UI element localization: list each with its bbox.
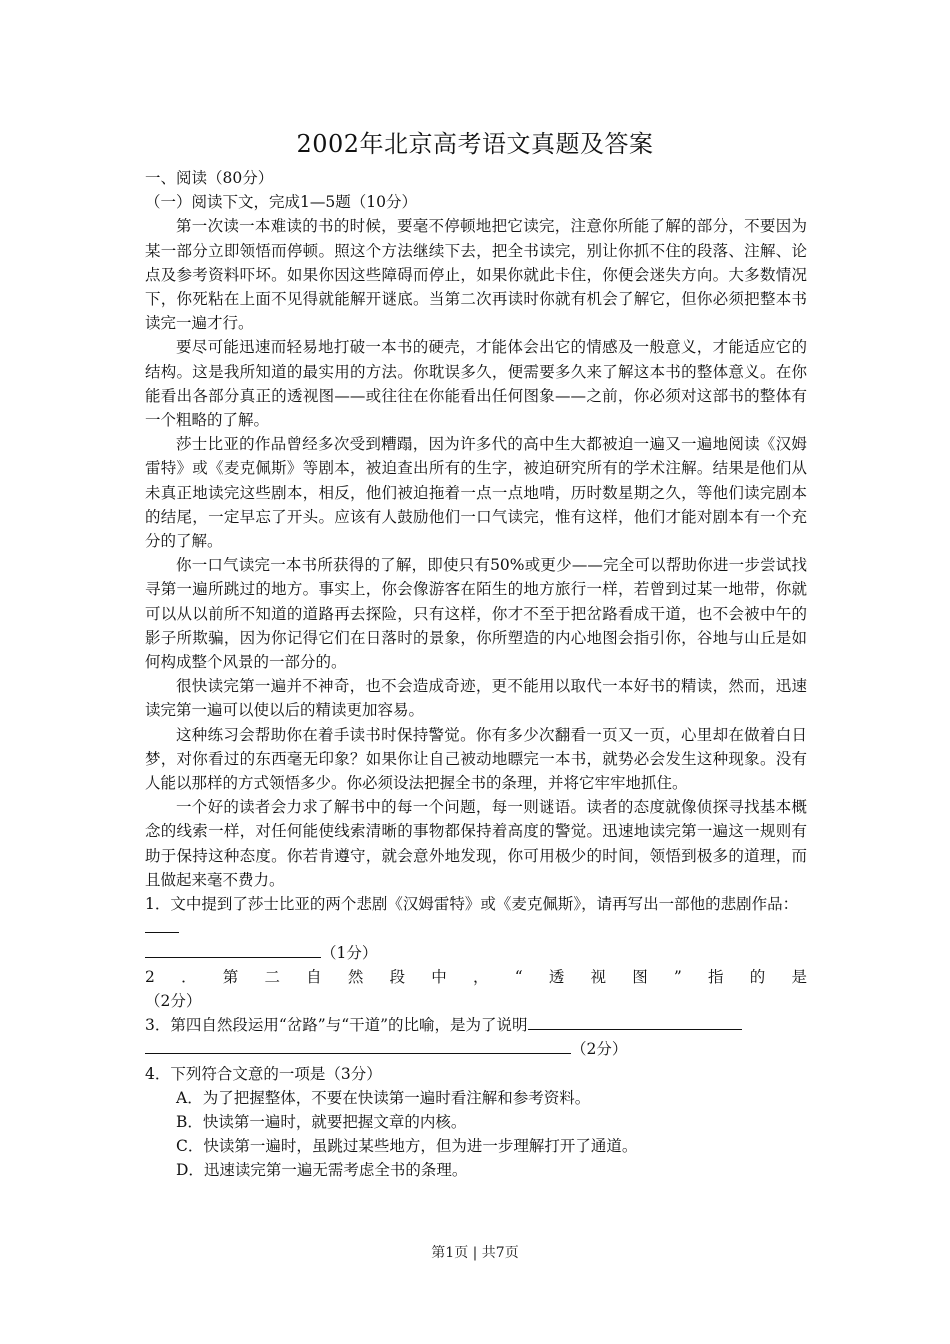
question-4-option-c: C．快读第一遍时，虽跳过某些地方，但为进一步理解打开了通道。 bbox=[176, 1137, 638, 1156]
paragraph-6: 这种练习会帮助你在着手读书时保持警觉。你有多少次翻看一页又一页，心里却在做着白日梦，对你看过的东西毫无印象？如果你让自己被动地瞟完一本书，就势必会发生这种现象。没有人能以那样的方式领悟多少。你必须设法把握全书的条理，并将它牢牢地抓住。 bbox=[145, 725, 807, 793]
question-1-text: 1．文中提到了莎士比亚的两个悲剧《汉姆雷特》或《麦克佩斯》，请再写出一部他的悲剧作品： bbox=[145, 895, 799, 914]
page-footer: 第1页 | 共7页 bbox=[431, 1245, 519, 1261]
question-2-char: 视 bbox=[590, 967, 607, 986]
paragraph-3: 莎士比亚的作品曾经多次受到糟蹋，因为许多代的高中生大都被迫一遍又一遍地阅读《汉姆雷特》或《麦克佩斯》等剧本，被迫查出所有的生字，被迫研究所有的学术注解。结果是他们从未真正地读完这些剧本，相反，他们被迫拖着一点一点地啃，历时数星期之久，等他们读完剧本的结尾，一定早忘了开头。应该有人鼓励他们一口气读完，惟有这样，他们才能对剧本有一个充分的了解。 bbox=[145, 435, 807, 551]
question-2-char: ” bbox=[673, 967, 682, 986]
paragraph-7: 一个好的读者会力求了解书中的每一个问题，每一则谜语。读者的态度就像侦探寻找基本概念的线索一样，对任何能使线索清晰的事物都保持着高度的警觉。迅速地读完第一遍这一规则有助于保持这种态度。你若肯遵守，就会意外地发现，你可用极少的时间，领悟到极多的道理，而且做起来毫不费力。 bbox=[145, 798, 807, 889]
question-4-option-b: B．快读第一遍时，就要把握文章的内核。 bbox=[176, 1112, 467, 1131]
question-1-answer-blank[interactable] bbox=[145, 916, 179, 933]
question-1-answer-blank-2[interactable] bbox=[145, 941, 321, 958]
question-4-option-d: D．迅速读完第一遍无需考虑全书的条理。 bbox=[176, 1161, 468, 1180]
question-3-text: 3．第四自然段运用“岔路”与“干道”的比喻，是为了说明 bbox=[145, 1016, 528, 1035]
question-2-char: 是 bbox=[791, 967, 807, 986]
question-2-char: “ bbox=[514, 967, 523, 986]
question-2-char: 段 bbox=[389, 967, 406, 986]
question-3-answer-blank-2[interactable] bbox=[145, 1037, 571, 1054]
question-3-answer-line bbox=[145, 1037, 807, 1061]
section-heading: 一、阅读（80分） bbox=[145, 169, 274, 187]
page-title: 2002年北京高考语文真题及答案 bbox=[296, 130, 654, 158]
question-2-char: 中 bbox=[431, 967, 447, 986]
question-2-score: （2分） bbox=[145, 991, 202, 1010]
question-3-score: （2分） bbox=[571, 1040, 628, 1059]
document-body bbox=[145, 166, 807, 1183]
question-3 bbox=[145, 1013, 807, 1037]
paragraph-2: 要尽可能迅速而轻易地打破一本书的硬壳，才能体会出它的情感及一般意义，才能适应它的结构。这是我所知道的最实用的方法。你耽误多久，便需要多久来了解这本书的整体意义。在你能看出各部分真正的透视图——或往往在你能看出任何图象——之前，你必须对这部书的整体有一个粗略的了解。 bbox=[145, 338, 807, 430]
question-2-char: 2 bbox=[145, 967, 155, 986]
question-2-char: ， bbox=[472, 967, 489, 986]
question-1 bbox=[145, 892, 807, 940]
question-2-char: 自 bbox=[306, 967, 322, 986]
question-1-answer-line bbox=[145, 941, 807, 965]
question-4: 4．下列符合文意的一项是（3分） bbox=[145, 1064, 382, 1083]
question-1-score: （1分） bbox=[321, 943, 378, 962]
question-4-option-a: A．为了把握整体，不要在快读第一遍时看注解和参考资料。 bbox=[176, 1088, 591, 1107]
paragraph-5: 很快读完第一遍并不神奇，也不会造成奇迹，更不能用以取代一本好书的精读，然而，迅速读完第一遍可以使以后的精读更加容易。 bbox=[145, 677, 807, 720]
question-2 bbox=[145, 965, 807, 989]
paragraph-4: 你一口气读完一本书所获得的了解，即使只有50%或更少——完全可以帮助你进一步尝试找寻第一遍所跳过的地方。事实上，你会像游客在陌生的地方旅行一样，若曾到过某一地带，你就可以从以前所不知道的道路再去探险，只有这样，你才不至于把岔路看成干道，也不会被中午的影子所欺骗，因为你记得它们在日落时的景象，你所塑造的内心地图会指引你，谷地与山丘是如何构成整个风景的一部分的。 bbox=[145, 556, 807, 672]
question-2-char: 二 bbox=[264, 967, 280, 986]
question-2-char: 然 bbox=[347, 967, 364, 986]
question-2-char: 的 bbox=[749, 967, 766, 986]
subsection-heading: （一）阅读下文，完成1—5题（10分） bbox=[145, 193, 417, 212]
question-2-char: ． bbox=[181, 967, 197, 986]
question-2-char: 图 bbox=[632, 967, 648, 986]
question-2-char: 透 bbox=[548, 967, 565, 986]
question-3-answer-blank[interactable] bbox=[528, 1013, 742, 1030]
question-2-char: 第 bbox=[222, 967, 239, 986]
question-2-char: 指 bbox=[708, 967, 724, 986]
paragraph-1: 第一次读一本难读的书的时候，要毫不停顿地把它读完，注意你所能了解的部分，不要因为某一部分立即领悟而停顿。照这个方法继续下去，把全书读完，别让你抓不住的段落、注解、论点及参考资料吓坏。如果你因这些障碍而停止，如果你就此卡住，你便会迷失方向。大多数情况下，你死粘在上面不见得就能解开谜底。当第二次再读时你就有机会了解它，但你必须把整本书读完一遍才行。 bbox=[145, 217, 807, 333]
